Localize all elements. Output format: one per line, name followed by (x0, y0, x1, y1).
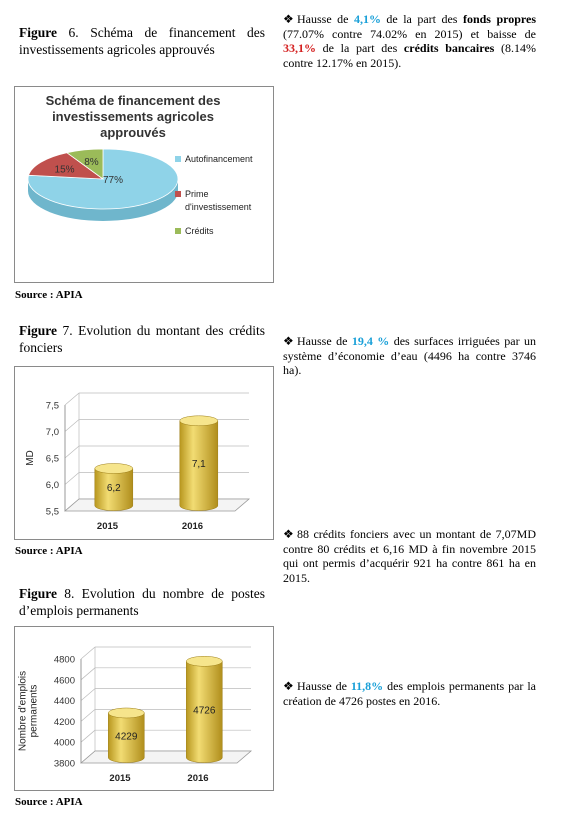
figure-6-chart (14, 86, 274, 283)
bold-term: fonds propres (462, 12, 537, 26)
figure-8-chart (14, 626, 274, 791)
y-axis-label (18, 671, 40, 751)
pie-chart-svg (15, 87, 273, 282)
legend-label: Crédits (185, 226, 214, 236)
y-tick-label: 7,5 (45, 400, 59, 412)
bullet-fonds-propres (283, 12, 536, 70)
figure-8-label: Figure (19, 586, 57, 601)
bullet-text: (77.07% contre 74.02% en 2015) et baisse de (283, 26, 536, 41)
diamond-bullet-icon: ❖ (283, 334, 294, 348)
y-tick-label: 4400 (53, 696, 75, 708)
bullet-text: Hausse de (297, 679, 351, 693)
grid-line (81, 668, 95, 680)
legend-swatch (175, 156, 181, 162)
pie-slice-label: 77% (102, 175, 124, 186)
x-tick-label: 2015 (96, 521, 119, 532)
bullet-text: Hausse de (297, 12, 354, 26)
bar-value-label: 4229 (115, 731, 138, 743)
y-tick-label: 6,0 (45, 480, 59, 491)
highlight-value: 19,4 % (351, 334, 390, 348)
pie-chart-title-line1: Schéma de financement des (45, 93, 221, 108)
bullet-text: de la part des (380, 12, 463, 26)
diamond-bullet-icon: ❖ (283, 12, 294, 26)
bullet-text: de la part des (316, 41, 404, 55)
legend-label: d'investissement (185, 202, 252, 212)
grid-line (65, 446, 79, 458)
chart-floor (65, 499, 249, 511)
highlight-value: 4,1% (353, 12, 381, 26)
highlight-value: 11,8% (350, 679, 384, 693)
bullet-text: 88 crédits fonciers avec un montant de 7,07MD contre 80 crédits et 6,16 MD à fin novembre 2015 qui ont permis d’acquérir 921 ha contre 861 ha en 2015. (283, 527, 536, 585)
pie-slice-label: 8% (84, 156, 99, 168)
bar-top-2015 (108, 708, 144, 718)
bar-value-label: 6,2 (106, 483, 121, 495)
figure-8-source: Source : APIA (15, 796, 83, 808)
y-tick-label: 6,5 (45, 453, 59, 465)
figure-6-source: Source : APIA (15, 289, 83, 301)
pie-chart-title-line2: investissements agricoles (52, 109, 214, 124)
figure-7-title: . Evolution du montant des crédits fonciers (19, 323, 265, 355)
figure-7-caption (19, 322, 265, 356)
figure-6-title: . Schéma de financement des investissements agricoles approuvés (19, 25, 265, 57)
figure-7-number: 7 (62, 323, 70, 338)
y-tick-label: 4600 (53, 675, 75, 687)
legend-swatch (175, 191, 181, 197)
bullet-text: Hausse de (297, 334, 352, 348)
bar-top-2016 (180, 416, 218, 426)
grid-line (65, 393, 79, 405)
grid-line (81, 730, 95, 742)
bullet-emplois (283, 679, 536, 708)
y-axis-label (25, 450, 36, 466)
pie-legend (175, 154, 253, 236)
figure-7-chart (14, 366, 274, 540)
bar-chart-credits-svg (15, 367, 273, 539)
bullet-text: des emplois permanents par la création de 4726 postes en 2016. (283, 679, 536, 708)
y-tick-label: 5,5 (45, 506, 59, 518)
y-tick-label: 7,0 (45, 427, 59, 438)
bar-value-label: 7,1 (191, 459, 206, 471)
bar-chart-emplois-svg (15, 627, 273, 790)
bullet-text: (8.14% contre 12.17% en 2015). (283, 41, 536, 70)
x-tick-label: 2016 (187, 773, 209, 784)
y-tick-label: 4200 (53, 716, 75, 728)
legend-label: Autofinancement (185, 154, 253, 164)
svg-text:Nombre d'emplois: Nombre d'emplois (17, 670, 29, 752)
bold-term: crédits bancaires (403, 41, 495, 55)
figure-8-number: 8 (64, 586, 71, 601)
grid-line (65, 420, 79, 432)
grid-line (81, 689, 95, 701)
y-tick-label: 3800 (53, 758, 75, 770)
figure-8-caption (19, 585, 265, 619)
figure-6-number: 6 (68, 25, 76, 40)
chart-floor (81, 751, 251, 763)
grid-line (81, 709, 95, 721)
bar-top-2015 (95, 464, 133, 474)
pie-slice-label: 15% (54, 164, 75, 176)
grid-line (65, 473, 79, 485)
bullet-text: des surfaces irriguées par un système d’économie d’eau (4496 ha contre 3746 ha). (283, 334, 537, 377)
legend-label: Prime (185, 189, 209, 199)
pie-chart-title-line3: approuvés (100, 125, 166, 140)
figure-6-caption (19, 24, 265, 58)
bar-value-label: 4726 (193, 705, 216, 717)
diamond-bullet-icon: ❖ (283, 679, 294, 693)
y-tick-label: 4800 (53, 654, 75, 666)
pie-group (28, 149, 178, 221)
grid-line (81, 647, 95, 659)
figure-7-label: Figure (19, 323, 57, 338)
bullet-credits-fonciers (283, 527, 536, 585)
svg-text:MD: MD (25, 450, 36, 466)
x-tick-label: 2016 (181, 521, 204, 532)
svg-text:permanents: permanents (28, 684, 40, 738)
x-tick-label: 2015 (109, 773, 131, 784)
y-tick-label: 4000 (53, 737, 75, 749)
legend-swatch (175, 228, 181, 234)
diamond-bullet-icon: ❖ (283, 527, 294, 541)
figure-8-title: . Evolution du nombre de postes d’emplois permanents (19, 586, 265, 618)
bar-top-2016 (186, 656, 222, 666)
figure-7-source: Source : APIA (15, 545, 83, 557)
bullet-surfaces-irriguees (283, 334, 536, 378)
highlight-value: 33,1% (283, 41, 316, 55)
figure-6-label: Figure (19, 25, 57, 40)
